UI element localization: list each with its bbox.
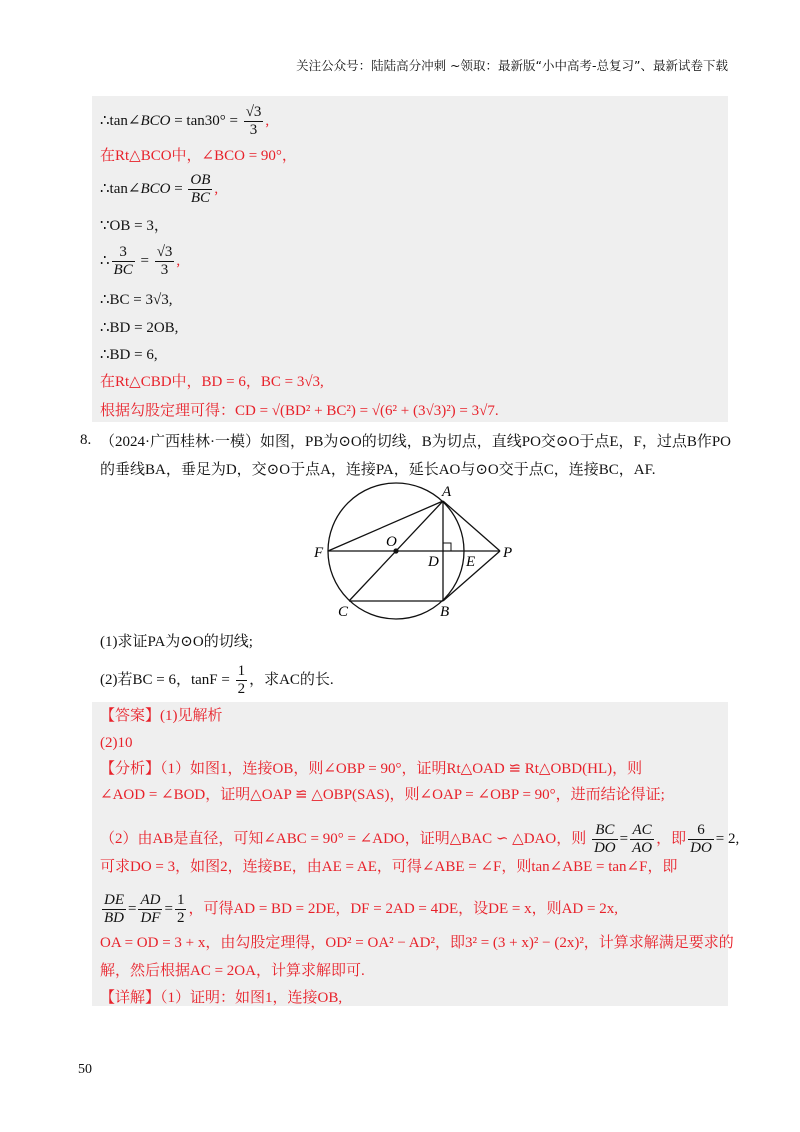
solution-line-2: 在Rt△BCO中，∠BCO = 90°， bbox=[100, 148, 297, 164]
analysis-line-3: （2）由AB是直径，可知∠ABC = 90° = ∠ADO，证明△BAC ∽ △DAO，则 $\frac{BC}{DO}$ = $\frac{AC}{AO}$ ，即 $\frac{6}{DO}$ = 2, bbox=[100, 822, 740, 856]
label-d: D bbox=[428, 554, 439, 570]
analysis-line-6: OA = OD = 3 + x，由勾股定理得，OD² = OA² − AD²，即3² = (3 + x)² − (2x)²，计算求解满足要求的 bbox=[100, 935, 734, 951]
answer-line-1: 【答案】(1)见解析 bbox=[100, 708, 223, 724]
question-text-2: 的垂线BA，垂足为D，交⊙O于点A，连接PA，延长AO与⊙O交于点C，连接BC，AF. bbox=[100, 462, 656, 478]
sub-question-1: (1)求证PA为⊙O的切线; bbox=[100, 634, 253, 650]
label-c: C bbox=[338, 604, 349, 620]
label-a: A bbox=[442, 484, 452, 500]
analysis-line-4: 可求DO = 3，如图2，连接BE，由AE = AE，可得∠ABE = ∠F，则tan∠ABE = tan∠F，即 bbox=[100, 859, 678, 875]
sub-question-2: (2)若BC = 6，tanF = $\frac{1}{2}$ ，求AC的长. bbox=[100, 663, 334, 697]
geometry-figure bbox=[300, 478, 530, 628]
label-b: B bbox=[440, 604, 450, 620]
analysis-line-5: $\frac{DE}{BD}$ = $\frac{AD}{DF}$ = $\frac{1}{2}$ ，可得AD = BD = 2DE，DF = 2AD = 4DE，设DE = x，则AD = 2x, bbox=[104, 892, 618, 926]
analysis-line-1: 【分析】（1）如图1，连接OB，则∠OBP = 90°，证明Rt△OAD ≌ Rt△OBD(HL)，则 bbox=[100, 761, 643, 777]
label-e: E bbox=[466, 554, 476, 570]
solution-line-7: ∴BD = 2OB, bbox=[100, 320, 179, 336]
page-number: 50 bbox=[78, 1062, 92, 1077]
solution-line-6: ∴BC = 3√3, bbox=[100, 292, 173, 308]
label-o: O bbox=[386, 534, 397, 550]
line-pa bbox=[443, 501, 500, 551]
solution-line-8: ∴BD = 6, bbox=[100, 347, 158, 363]
label-f: F bbox=[314, 545, 324, 561]
label-p: P bbox=[503, 545, 513, 561]
solution-line-3: ∴tan∠BCO = $\frac{OB}{BC}$ , bbox=[100, 172, 219, 206]
detail-line-1: 【详解】（1）证明：如图1，连接OB, bbox=[100, 990, 343, 1006]
right-angle-mark bbox=[443, 543, 451, 551]
answer-line-2: (2)10 bbox=[100, 735, 133, 751]
question-text-1: （2024·广西桂林·一模）如图，PB为⊙O的切线，B为切点，直线PO交⊙O于点E，F，过点B作PO bbox=[100, 434, 732, 450]
page-header: 关注公众号：陆陆高分冲刺 ~领取：最新版“小中高考-总复习”、最新试卷下载 bbox=[296, 58, 728, 73]
solution-line-5: ∴ $\frac{3}{BC}$ = $\frac{√3}{3}$ , bbox=[100, 244, 181, 278]
solution-line-9: 在Rt△CBD中，BD = 6，BC = 3√3, bbox=[100, 374, 324, 390]
analysis-line-7: 解，然后根据AC = 2OA，计算求解即可. bbox=[100, 963, 365, 979]
question-number: 8. bbox=[80, 432, 92, 448]
solution-line-4: ∵OB = 3， bbox=[100, 218, 169, 234]
analysis-line-2: ∠AOD = ∠BOD，证明△OAP ≌ △OBP(SAS)，则∠OAP = ∠OBP = 90°，进而结论得证; bbox=[100, 787, 665, 803]
solution-line-1: ∴tan∠BCO = tan30° = $\frac{√3}{3}$ , bbox=[100, 104, 270, 138]
solution-line-10: 根据勾股定理可得：CD = √(BD² + BC²) = √(6² + (3√3)²) = 3√7. bbox=[100, 403, 499, 419]
